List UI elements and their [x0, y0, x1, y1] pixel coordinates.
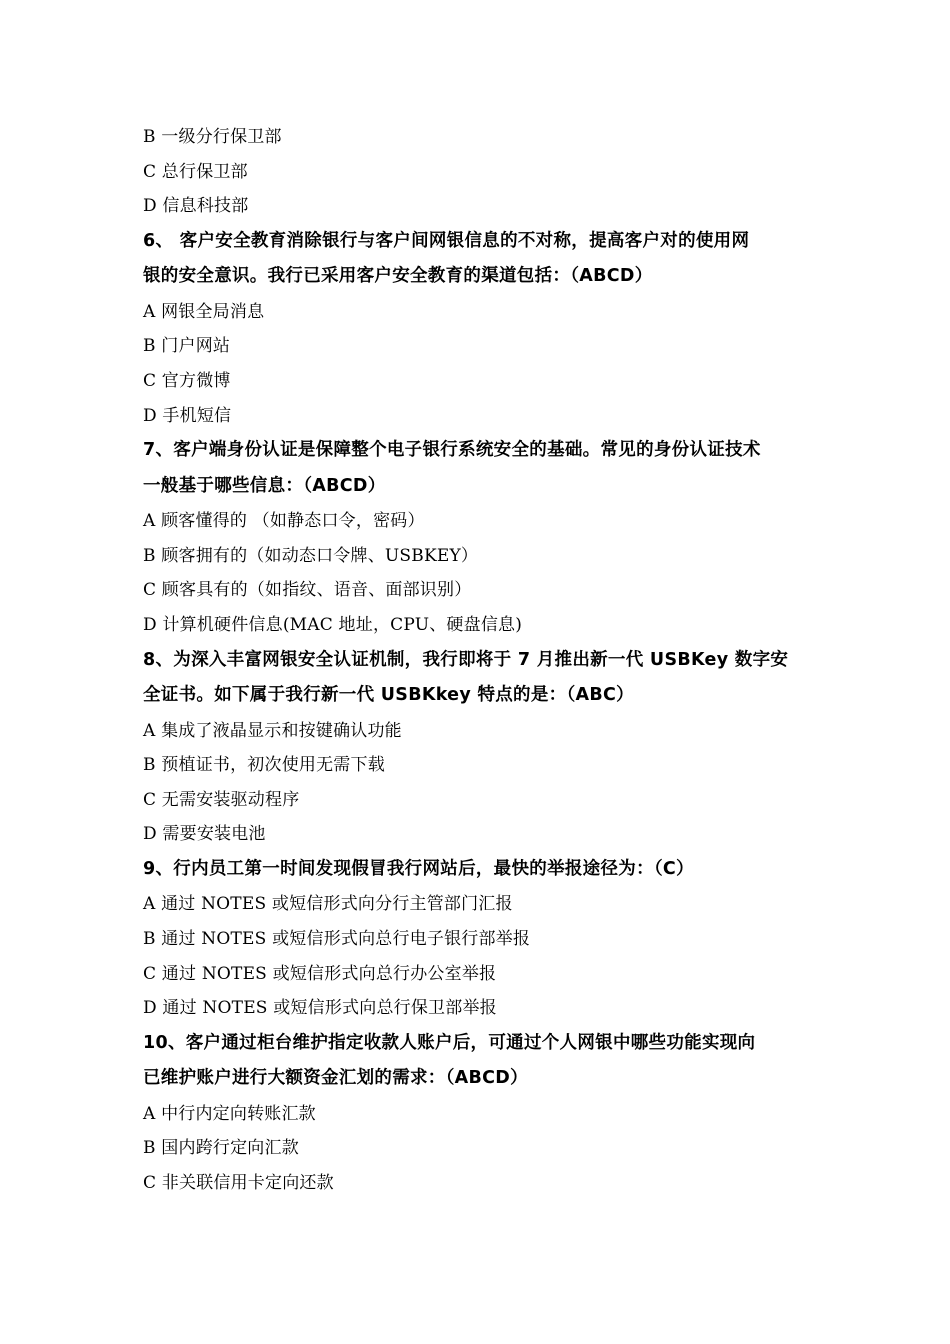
answer-option: B 预植证书，初次使用无需下载	[143, 755, 385, 776]
answer-option: A 顾客懂得的 （如静态口令，密码）	[143, 511, 425, 532]
question-line: 7、客户端身份认证是保障整个电子银行系统安全的基础。常见的身份认证技术	[143, 440, 761, 461]
answer-option: C 无需安装驱动程序	[143, 789, 300, 810]
question-line: 10、客户通过柜台维护指定收款人账户后，可通过个人网银中哪些功能实现向	[143, 1032, 756, 1053]
answer-option: A 网银全局消息	[143, 301, 265, 322]
answer-option: C 通过 NOTES 或短信形式向总行办公室举报	[143, 963, 497, 984]
answer-option: D 信息科技部	[143, 196, 249, 217]
answer-option: D 手机短信	[143, 405, 232, 426]
question-text	[143, 224, 813, 295]
answer-option: D 通过 NOTES 或短信形式向总行保卫部举报	[143, 998, 497, 1019]
question-text	[143, 433, 813, 504]
answer-option: C 总行保卫部	[143, 161, 248, 182]
question-text	[143, 1026, 813, 1097]
question-line: 一般基于哪些信息：（ABCD）	[143, 475, 386, 496]
answer-option: C 官方微博	[143, 370, 231, 391]
answer-option: A 中行内定向转账汇款	[143, 1103, 316, 1124]
answer-option: C 顾客具有的（如指纹、语音、面部识别）	[143, 580, 472, 601]
question-text	[143, 643, 813, 714]
question-line: 已维护账户进行大额资金汇划的需求：（ABCD）	[143, 1068, 528, 1089]
answer-option: C 非关联信用卡定向还款	[143, 1172, 334, 1193]
answer-option: B 通过 NOTES 或短信形式向总行电子银行部举报	[143, 929, 531, 949]
answer-option: D 需要安装电池	[143, 824, 266, 845]
question-text	[143, 852, 813, 888]
answer-option: B 国内跨行定向汇款	[143, 1138, 299, 1159]
question-line: 8、为深入丰富网银安全认证机制，我行即将于 7 月推出新一代 USBKey 数字安	[143, 649, 789, 670]
answer-option: B 一级分行保卫部	[143, 127, 282, 147]
answer-option: A 通过 NOTES 或短信形式向分行主管部门汇报	[143, 894, 513, 915]
question-line: 银的安全意识。我行已采用客户安全教育的渠道包括：（ABCD）	[143, 266, 653, 287]
document-body	[143, 120, 813, 1201]
question-line: 6、 客户安全教育消除银行与客户间网银信息的不对称，提高客户对的使用网	[143, 230, 750, 251]
question-line: 全证书。如下属于我行新一代 USBKkey 特点的是：（ABC）	[143, 685, 634, 706]
question-line: 9、行内员工第一时间发现假冒我行网站后，最快的举报途径为：（C）	[143, 858, 694, 879]
answer-option: B 顾客拥有的（如动态口令牌、USBKEY）	[143, 545, 479, 566]
answer-option: D 计算机硬件信息(MAC 地址，CPU、硬盘信息)	[143, 614, 523, 635]
answer-option: A 集成了液晶显示和按键确认功能	[143, 720, 402, 741]
answer-option: B 门户网站	[143, 336, 231, 357]
